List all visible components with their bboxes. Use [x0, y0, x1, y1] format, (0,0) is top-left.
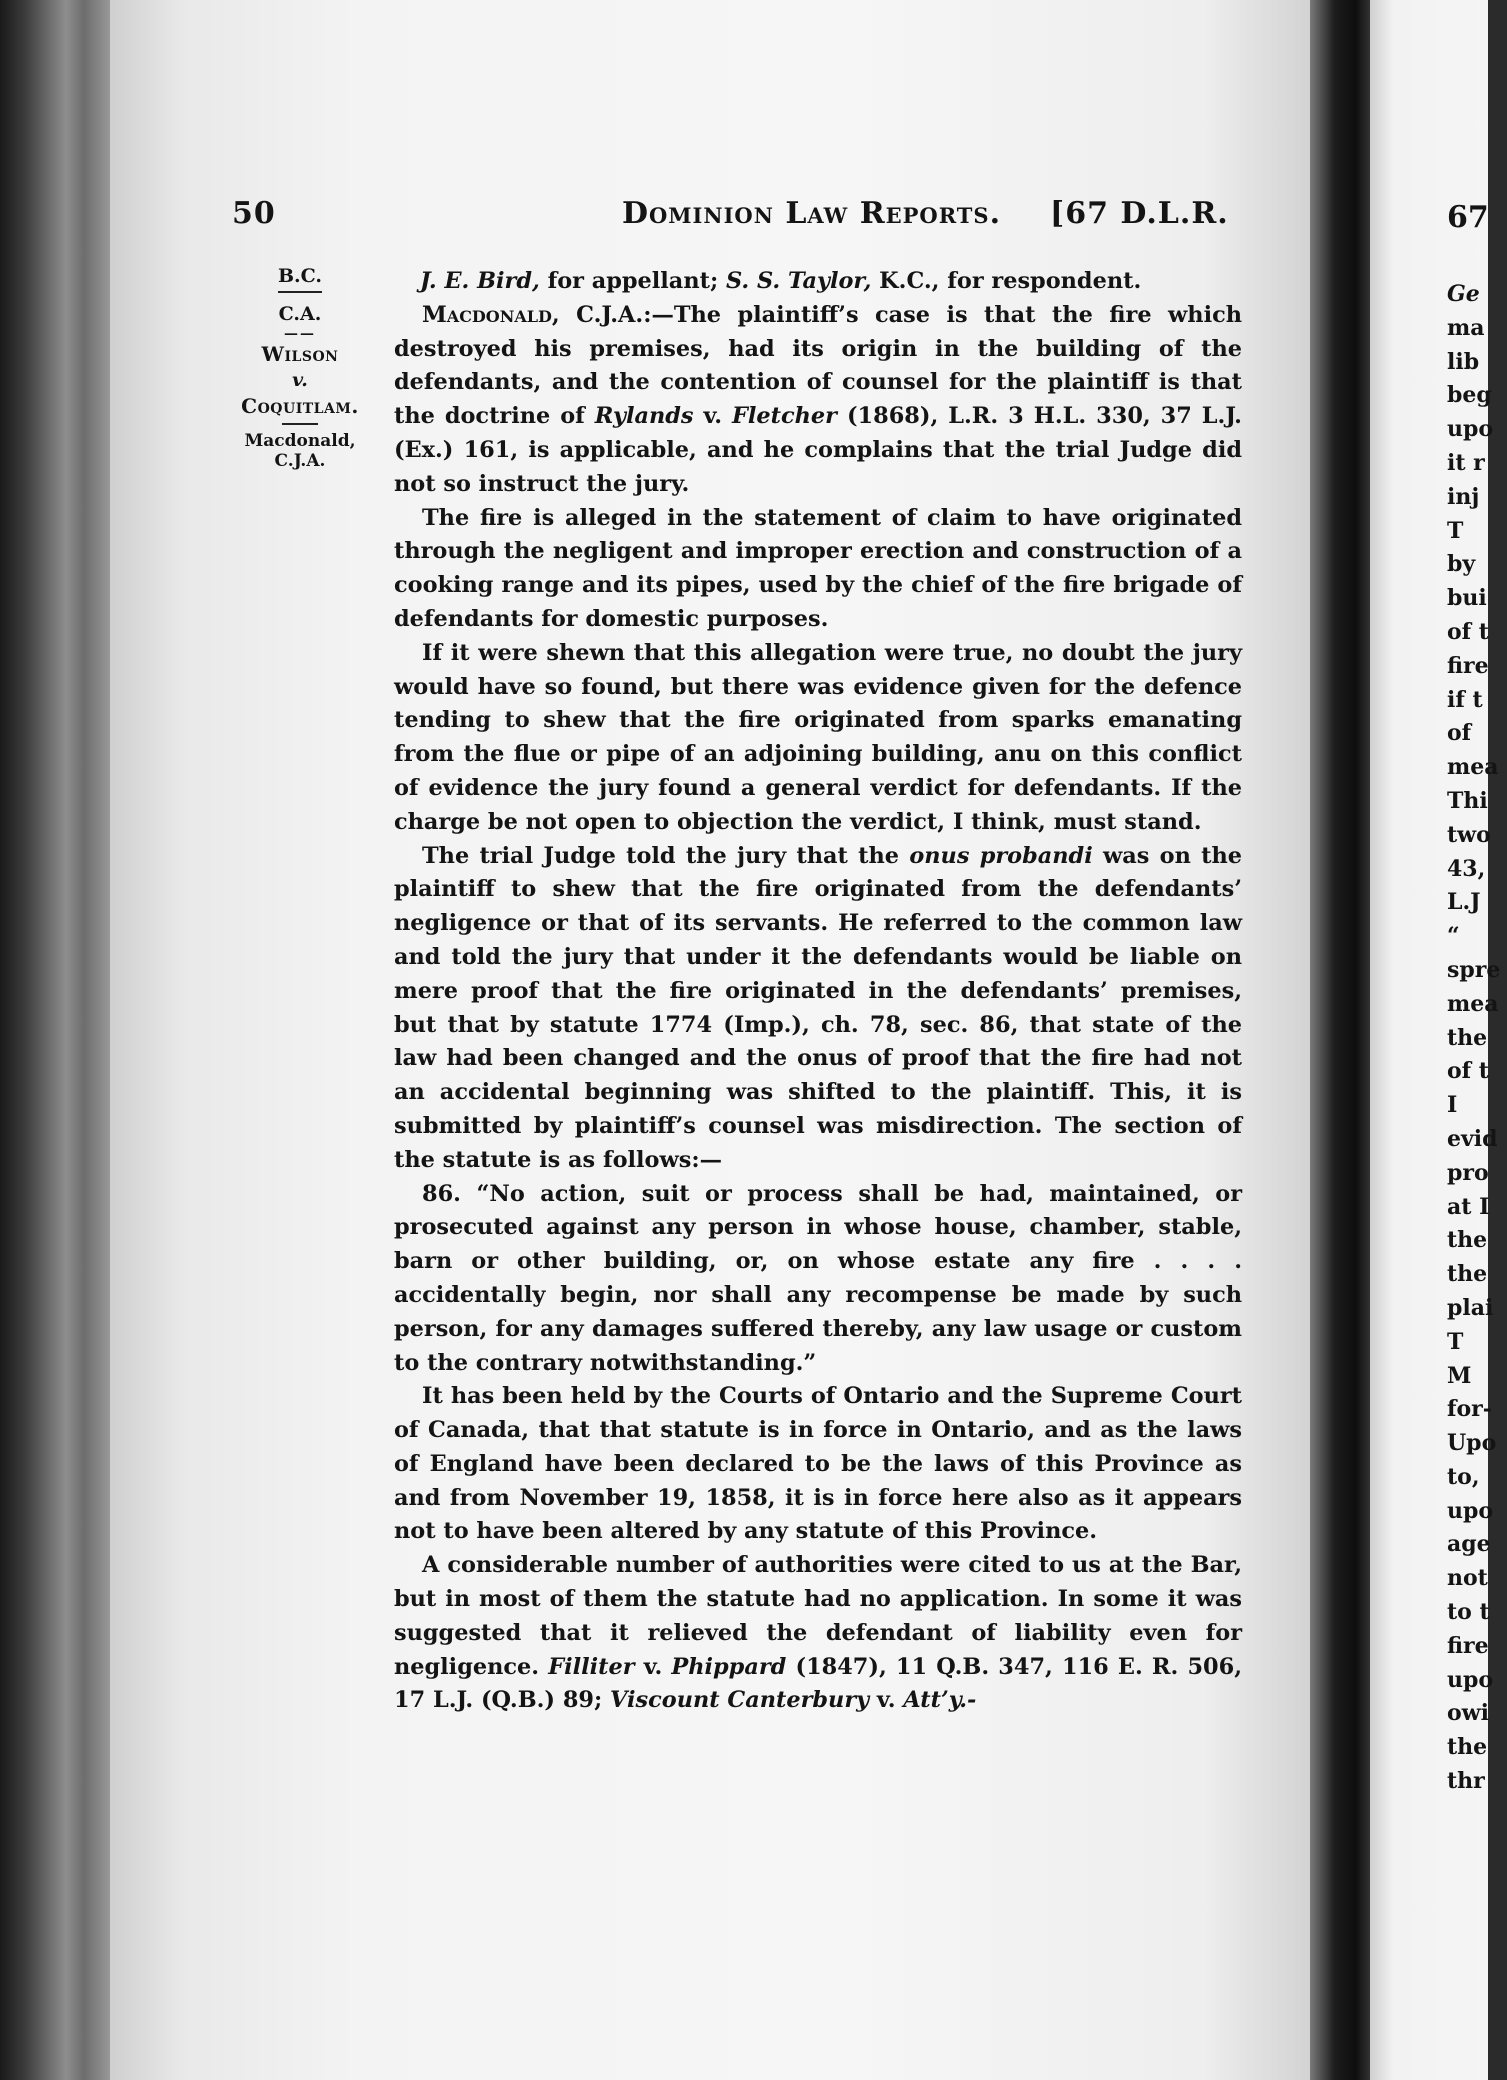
facing-page-line: bui: [1447, 585, 1487, 612]
margin-party1: Wilson: [261, 342, 339, 366]
facing-page-line: Upo: [1447, 1430, 1497, 1457]
respondent-counsel: S. S. Taylor,: [726, 268, 872, 294]
counsel-line: J. E. Bird, for appellant; S. S. Taylor, K.C., for respondent.: [420, 268, 1142, 294]
paragraph-2: The fire is alleged in the statement of claim to have originated through the negligent and improper erection and construction of a cooking range and its pipes, used by the chief of the fire brigade of defendants for domestic purposes.: [394, 504, 1242, 632]
facing-page-line: I: [1447, 1092, 1458, 1119]
margin-court: B.C.: [277, 265, 323, 287]
margin-judge-name: Macdonald,: [244, 431, 356, 451]
report-title: Dominion Law Reports.: [622, 196, 1002, 231]
facing-page-line: Ge: [1447, 281, 1480, 307]
facing-page-line: for-: [1447, 1396, 1492, 1423]
paragraph-7: A considerable number of authorities were cited to us at the Bar, but in most of them the statute had no application. In some it was suggested that it relieved the defendant of liability even for negligence. Filliter v. Phippard (1847), 11 Q.B. 347, 116 E. R. 506, 17 L.J. (Q.B.) 89; Viscount Canterbury v. Att’y.-: [394, 1552, 1243, 1714]
facing-page-line: mea: [1447, 990, 1499, 1017]
facing-page-line: spre: [1447, 956, 1501, 983]
paragraph-4: The trial Judge told the jury that the onus probandi was on the plaintiff to shew that the fire originated from the defendants’ negligence or that of its servants. He referred to the common law and told the jury that under it the defendants would be liable on mere proof that the fire originated in the defendants’ premises, but that by statute 1774 (Imp.), ch. 78, sec. 86, that state of the law had been changed and the onus of proof that the fire had not an accidental beginning was shifted to the plaintiff. This, it is submitted by plaintiff’s counsel was misdirection. The section of the statute is as follows:—: [394, 842, 1242, 1173]
facing-page-line: upo: [1447, 1666, 1494, 1693]
margin-dash: ——: [284, 326, 316, 342]
facing-page-line: at I: [1447, 1193, 1490, 1220]
facing-page-line: upo: [1447, 416, 1494, 443]
paragraph-3: If it were shewn that this allegation were true, no doubt the jury would have so found, but there was evidence given for the defence tending to shew that the fire originated from sparks emanating from the flue or pipe of an adjoining building, anu on this conflict of evidence the jury found a general verdict for defendants. If the charge be not open to objection the verdict, I think, must stand.: [394, 639, 1242, 835]
facing-page-line: evid: [1447, 1125, 1498, 1152]
running-header: [0, 196, 1488, 236]
book-edge-left: [0, 0, 120, 2080]
volume-reference: [67 D.L.R.: [1050, 196, 1229, 231]
appellant-counsel: J. E. Bird,: [420, 268, 540, 294]
margin-division: C.A.: [278, 303, 322, 325]
margin-versus: v.: [292, 369, 308, 391]
margin-rule: [278, 291, 322, 293]
statute-quote: 86. “No action, suit or process shall be had, maintained, or prosecuted against any person in whose house, chamber, stable, barn or other building, or, on whose estate any fire . . . . accidentally begin, nor shall any recompense be made by such person, for any damages suffered thereby, any law usage or custom to the contrary notwithstanding.”: [394, 1180, 1242, 1376]
margin-judge-title: C.J.A.: [274, 451, 326, 471]
facing-page-line: to,: [1447, 1463, 1480, 1490]
facing-page-line: of t: [1447, 1058, 1489, 1085]
facing-page-line: beg: [1447, 382, 1492, 409]
margin-party2: Coquitlam.: [241, 394, 359, 418]
judge-heading: Macdonald, C.J.A.:: [422, 301, 652, 328]
facing-page-line: the: [1447, 1024, 1488, 1051]
facing-page-line: of: [1447, 720, 1472, 747]
facing-page-line: inj: [1447, 483, 1480, 510]
facing-page-line: L.J: [1447, 889, 1481, 916]
facing-page-line: lib: [1447, 348, 1480, 375]
facing-page-line: mea: [1447, 754, 1499, 781]
facing-page-line: not: [1447, 1565, 1488, 1592]
facing-page-line: the: [1447, 1261, 1488, 1288]
facing-page-fragments: [1447, 278, 1507, 1799]
facing-page-line: if t: [1447, 686, 1483, 713]
facing-page-line: “: [1447, 923, 1460, 950]
facing-page-line: fire: [1447, 652, 1489, 679]
facing-page-line: M: [1447, 1362, 1472, 1389]
facing-page-line: 43,: [1447, 855, 1486, 882]
facing-page-line: plai: [1447, 1294, 1494, 1321]
facing-page-line: owi: [1447, 1700, 1489, 1727]
facing-page-line: thr: [1447, 1768, 1485, 1795]
facing-page-line: pro: [1447, 1159, 1489, 1186]
facing-page-line: fire: [1447, 1632, 1489, 1659]
paragraph-6: It has been held by the Courts of Ontario and the Supreme Court of Canada, that that statute is in force in Ontario, and as the laws of England have been declared to be the laws of this Province as and from November 19, 1858, it is in force here also as it appears not to have been altered by any statute of this Province.: [394, 1383, 1242, 1545]
facing-page-line: Thi: [1447, 787, 1488, 814]
facing-page-line: T: [1447, 517, 1464, 544]
margin-rule-2: [282, 423, 318, 425]
paragraph-1: Macdonald, C.J.A.:—The plaintiff’s case is that the fire which destroyed his premises, had its origin in the building of the defendants, and the contention of counsel for the plaintiff is that the doctrine of Rylands v. Fletcher (1868), L.R. 3 H.L. 330, 37 L.J. (Ex.) 161, is applicable, and he complains that the trial Judge did not so instruct the jury.: [394, 301, 1242, 497]
page-number: 50: [232, 196, 276, 231]
judgment-text: [394, 265, 1242, 1718]
facing-page-line: age: [1447, 1531, 1491, 1558]
facing-page-line: it r: [1447, 449, 1485, 476]
facing-page-line: ma: [1447, 314, 1485, 341]
facing-page-line: the: [1447, 1227, 1488, 1254]
facing-page-line: of t: [1447, 618, 1489, 645]
facing-page-line: T: [1447, 1328, 1464, 1355]
facing-page-line: two: [1447, 821, 1491, 848]
facing-page-line: upo: [1447, 1497, 1494, 1524]
facing-page-line: the: [1447, 1734, 1488, 1761]
facing-page-line: to t: [1447, 1599, 1490, 1626]
margin-notes: [225, 263, 375, 471]
facing-page-line: by: [1447, 551, 1476, 578]
facing-page-number: 67: [1447, 200, 1489, 235]
